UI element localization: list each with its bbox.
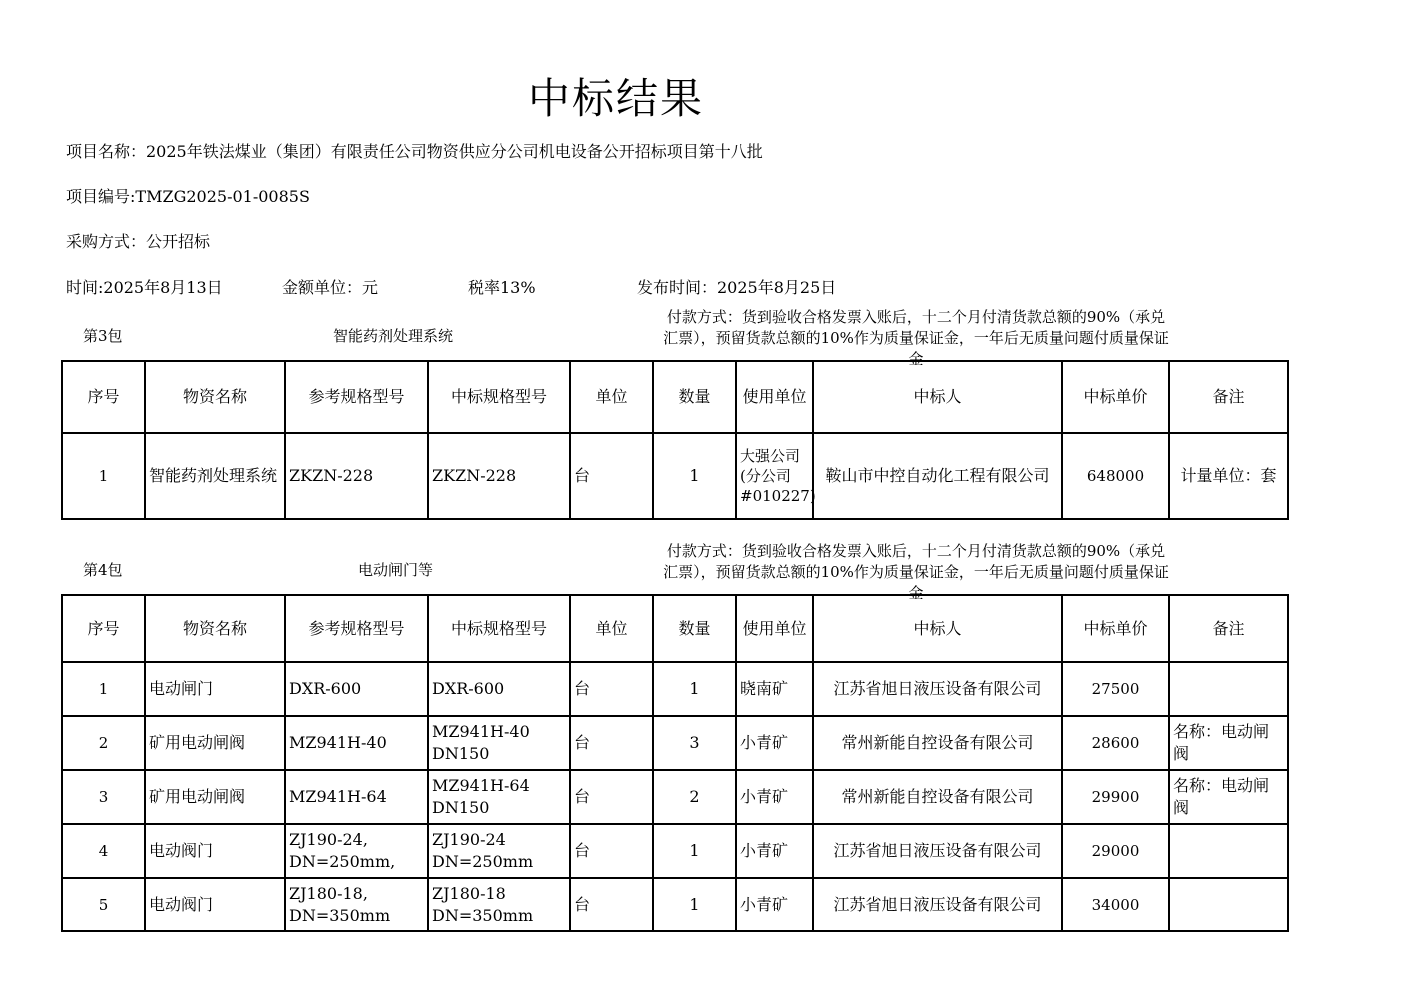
- cell-ref-spec: ZJ190-24, DN=250mm,: [285, 824, 428, 878]
- cell-qty: 1: [653, 824, 736, 878]
- cell-name: 智能药剂处理系统: [145, 433, 285, 519]
- cell-name: 电动闸门: [145, 662, 285, 716]
- cell-unit: 台: [570, 770, 653, 824]
- cell-note: 名称：电动闸阀: [1169, 716, 1288, 770]
- table-row: [62, 878, 1288, 931]
- cell-winner: 鞍山市中控自动化工程有限公司: [813, 433, 1062, 519]
- cell-user: 小青矿: [736, 824, 813, 878]
- cell-unit: 台: [570, 433, 653, 519]
- table-row: [62, 716, 1288, 770]
- header-cell: 数量: [653, 361, 736, 433]
- cell-ref-spec: DXR-600: [285, 662, 428, 716]
- header-cell: 中标人: [813, 595, 1062, 662]
- cell-no: 2: [62, 716, 145, 770]
- project-name: 项目名称：2025年铁法煤业（集团）有限责任公司物资供应分公司机电设备公开招标项目第十八批: [66, 142, 763, 161]
- package-label: 第4包: [83, 561, 123, 579]
- header-row: [62, 595, 1288, 662]
- cell-price: 34000: [1062, 878, 1169, 931]
- header-cell: 序号: [62, 361, 145, 433]
- cell-note: 名称：电动闸阀: [1169, 770, 1288, 824]
- cell-ref-spec: ZJ180-18, DN=350mm: [285, 878, 428, 931]
- header-cell: 数量: [653, 595, 736, 662]
- tax-rate: 税率13%: [468, 278, 536, 297]
- bid-time: 时间:2025年8月13日: [66, 278, 223, 297]
- cell-bid-spec: ZJ180-18 DN=350mm: [428, 878, 570, 931]
- package-4-table: [61, 594, 1289, 932]
- cell-ref-spec: ZKZN-228: [285, 433, 428, 519]
- header-cell: 中标单价: [1062, 361, 1169, 433]
- cell-unit: 台: [570, 662, 653, 716]
- cell-qty: 1: [653, 433, 736, 519]
- cell-user: 小青矿: [736, 770, 813, 824]
- table-row: [62, 770, 1288, 824]
- cell-winner: 常州新能自控设备有限公司: [813, 716, 1062, 770]
- package-label: 第3包: [83, 327, 123, 345]
- package-name: 智能药剂处理系统: [333, 327, 454, 345]
- purchase-method: 采购方式：公开招标: [66, 232, 211, 251]
- cell-note: [1169, 878, 1288, 931]
- cell-name: 矿用电动闸阀: [145, 716, 285, 770]
- header-cell: 备注: [1169, 361, 1288, 433]
- cell-qty: 1: [653, 662, 736, 716]
- header-cell: 中标规格型号: [428, 595, 570, 662]
- cell-price: 28600: [1062, 716, 1169, 770]
- table-row: [62, 824, 1288, 878]
- header-cell: 参考规格型号: [285, 361, 428, 433]
- header-cell: 中标单价: [1062, 595, 1169, 662]
- cell-price: 648000: [1062, 433, 1169, 519]
- cell-price: 29000: [1062, 824, 1169, 878]
- cell-price: 29900: [1062, 770, 1169, 824]
- cell-user: 大强公司(分公司#010227): [736, 433, 813, 519]
- cell-name: 矿用电动闸阀: [145, 770, 285, 824]
- project-number: 项目编号:TMZG2025-01-0085S: [66, 187, 310, 206]
- header-cell: 中标规格型号: [428, 361, 570, 433]
- cell-winner: 江苏省旭日液压设备有限公司: [813, 824, 1062, 878]
- cell-winner: 常州新能自控设备有限公司: [813, 770, 1062, 824]
- cell-unit: 台: [570, 824, 653, 878]
- header-cell: 单位: [570, 361, 653, 433]
- cell-note: [1169, 662, 1288, 716]
- cell-name: 电动阀门: [145, 824, 285, 878]
- cell-no: 3: [62, 770, 145, 824]
- header-cell: 使用单位: [736, 595, 813, 662]
- header-cell: 备注: [1169, 595, 1288, 662]
- cell-bid-spec: DXR-600: [428, 662, 570, 716]
- publish-time: 发布时间：2025年8月25日: [637, 278, 837, 297]
- table-row: [62, 433, 1288, 519]
- cell-winner: 江苏省旭日液压设备有限公司: [813, 878, 1062, 931]
- page-title: 中标结果: [527, 74, 704, 123]
- payment-terms: 付款方式：货到验收合格发票入账后，十二个月付清货款总额的90%（承兑汇票），预留货款总额的10%作为质量保证金，一年后无质量问题付质量保证金: [663, 308, 1169, 368]
- package-3-table: [61, 360, 1289, 520]
- header-row: [62, 361, 1288, 433]
- cell-qty: 2: [653, 770, 736, 824]
- cell-winner: 江苏省旭日液压设备有限公司: [813, 662, 1062, 716]
- cell-note: 计量单位：套: [1169, 433, 1288, 519]
- cell-ref-spec: MZ941H-40: [285, 716, 428, 770]
- cell-bid-spec: MZ941H-64 DN150: [428, 770, 570, 824]
- cell-bid-spec: ZJ190-24 DN=250mm: [428, 824, 570, 878]
- payment-terms: 付款方式：货到验收合格发票入账后，十二个月付清货款总额的90%（承兑汇票），预留货款总额的10%作为质量保证金，一年后无质量问题付质量保证金: [663, 542, 1169, 602]
- package-name: 电动闸门等: [358, 561, 434, 579]
- header-cell: 参考规格型号: [285, 595, 428, 662]
- header-cell: 中标人: [813, 361, 1062, 433]
- cell-note: [1169, 824, 1288, 878]
- header-cell: 序号: [62, 595, 145, 662]
- cell-bid-spec: MZ941H-40 DN150: [428, 716, 570, 770]
- table-row: [62, 662, 1288, 716]
- cell-no: 1: [62, 662, 145, 716]
- cell-qty: 3: [653, 716, 736, 770]
- cell-unit: 台: [570, 716, 653, 770]
- cell-bid-spec: ZKZN-228: [428, 433, 570, 519]
- currency-unit: 金额单位：元: [282, 278, 379, 297]
- cell-price: 27500: [1062, 662, 1169, 716]
- header-cell: 单位: [570, 595, 653, 662]
- cell-qty: 1: [653, 878, 736, 931]
- cell-unit: 台: [570, 878, 653, 931]
- cell-no: 4: [62, 824, 145, 878]
- cell-no: 5: [62, 878, 145, 931]
- cell-ref-spec: MZ941H-64: [285, 770, 428, 824]
- cell-user: 晓南矿: [736, 662, 813, 716]
- cell-no: 1: [62, 433, 145, 519]
- cell-user: 小青矿: [736, 716, 813, 770]
- header-cell: 物资名称: [145, 595, 285, 662]
- cell-name: 电动阀门: [145, 878, 285, 931]
- header-cell: 物资名称: [145, 361, 285, 433]
- cell-user: 小青矿: [736, 878, 813, 931]
- header-cell: 使用单位: [736, 361, 813, 433]
